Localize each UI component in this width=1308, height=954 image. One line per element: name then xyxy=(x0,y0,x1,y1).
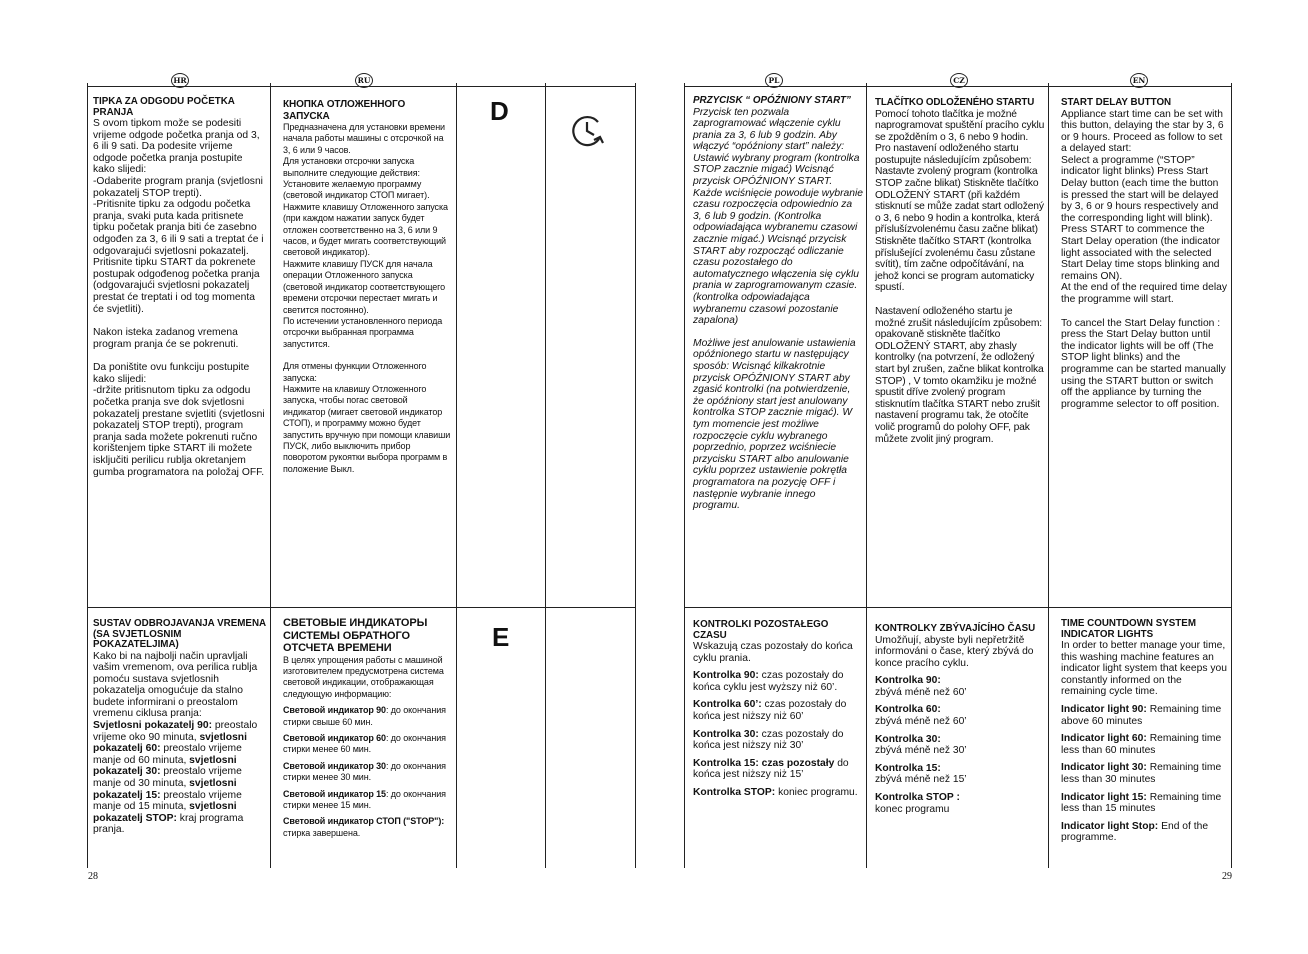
ru-i60 xyxy=(283,733,451,756)
cz-stop-text: konec programu xyxy=(875,803,950,815)
en-i60-label: Indicator light 60: xyxy=(1061,733,1147,745)
en-i90-label: Indicator light 90: xyxy=(1061,703,1147,715)
cz-delay-body2: Nastavení odloženého startu je možné zrušit následujícím způsobem: opakovaně stiskněte tlačítko ODLOŽENÝ START, aby zhasly kontrolky (na potvrzení, že odložený start byl zrušen, začne blikat kontrolka STOP) , V tomto okamžiku je možné spustit dříve zvolený program stisknutím tlačítka START nebo zrušit nastavení programu tak, že otočíte volič programů do polohy OFF, pak můžete zvolit jiný program. xyxy=(875,306,1044,445)
flag-hr: HR xyxy=(171,73,189,88)
hr-delay-body3: Da poništite ovu funkciju postupite kako slijedi: -držite pritisnutom tipku za odgodu početka pranja sve dok svjetlosni pokazatelj prestane svjetliti (svjetlosni pokazatelj STOP trepti), program pranja sada možete pokrenuti ručno korištenjem tipke START ili možete isključiti perilicu rublja okretanjem gumba programatora na položaj OFF. xyxy=(93,362,265,478)
en-i90 xyxy=(1061,704,1227,727)
pl-i60-label: Kontrolka 60’: xyxy=(693,699,762,711)
cz-stop xyxy=(875,792,1045,815)
hr-i15-text: preostalo vrijeme manje od 15 minuta, xyxy=(93,789,242,813)
ru-countdown-section xyxy=(283,617,451,845)
hr-delay-section xyxy=(93,97,267,484)
en-i15 xyxy=(1061,792,1227,815)
flag-pl: PL xyxy=(765,73,783,88)
pl-delay-body2: Możliwe jest anulowanie ustawienia opóźnionego startu w następujący sposób: Wcisnąć kilkakrotnie przycisk OPÓŹNIONY START aby zgasić kontrolki (na potwierdzenie, że opóźniony start jest anulowany kontrolka STOP zacznie migać). W tym momencie jest możliwe rozpoczęcie cyklu wybranego poprzednio, poprzez wciśniecie przycisku START albo anulowanie cyklu poprzez ustawienie pokrętła programatora na pozycję OFF i następnie wybranie innego programu. xyxy=(693,337,856,512)
flag-cz: CZ xyxy=(950,73,968,88)
cz-stop-label: Kontrolka STOP : xyxy=(875,792,960,804)
cz-i90-text: zbývá méně než 60’ xyxy=(875,686,967,698)
ru-delay-body1: Предназначена для установки времени начала работы машины с отсрочкой на 3, 6 или 9 часов. Для установки отсрочки запуска выполните следующие действия: Установите желаемую программу (световой индикатор СТОП мигает). Нажмите клавишу Отложенного запуска (при каждом нажатии запуск будет отложен соответственно на 3, 6 или 9 часов, и будет мигать соответствующий световой индикатор). Нажмите клавишу ПУСК для начала операции Отложенного запуска (световой индикатор соответствующего времени отсрочки перестает мигать и светится постоянно). По истечении установленного периода отсрочки выбранная программа запустится. xyxy=(283,122,448,349)
hr-countdown-body xyxy=(93,651,267,837)
en-delay-title: START DELAY BUTTON xyxy=(1061,97,1172,108)
clock-delay-icon xyxy=(568,110,608,150)
ru-i60-label: Световой индикатор 60 xyxy=(283,732,386,743)
column-rule xyxy=(456,83,457,868)
ru-stop-text: стирка завершена. xyxy=(283,827,361,838)
cz-countdown-title: KONTROLKY ZBÝVAJÍCÍHO ČASU xyxy=(875,623,1036,634)
page-number-left: 28 xyxy=(88,871,98,882)
en-i30-label: Indicator light 30: xyxy=(1061,762,1147,774)
hr-delay-title: TIPKA ZA ODGODU POČETKA PRANJA xyxy=(93,96,235,118)
hr-delay-body2: Nakon isteka zadanog vremena program pranja će se pokrenuti. xyxy=(93,327,239,350)
cz-i60 xyxy=(875,704,1045,727)
cz-delay-title: TLAČÍTKO ODLOŽENÉHO STARTU xyxy=(875,97,1035,108)
pl-countdown-section xyxy=(693,620,863,805)
cz-i15-text: zbývá méně než 15’ xyxy=(875,774,967,786)
column-rule xyxy=(635,83,636,868)
en-i90-text: Remaining time above 60 minutes xyxy=(1061,703,1222,727)
en-i60-text: Remaining time less than 60 minutes xyxy=(1061,733,1222,756)
ru-i90 xyxy=(283,705,451,728)
ru-i30-text: : до окончания стирки менее 30 мин. xyxy=(283,760,446,783)
pl-i30-text: czas pozostały do końca jest niższy niż 30’ xyxy=(693,728,844,752)
ru-stop-label: Световой индикатор СТОП ("STOP"): xyxy=(283,816,445,827)
pl-i30 xyxy=(693,729,863,752)
cz-i30-label: Kontrolka 30: xyxy=(875,733,941,745)
pl-i15-label: Kontrolka 15: czas pozostały xyxy=(693,757,835,769)
en-i15-text: Remaining time less than 15 minutes xyxy=(1061,791,1222,815)
pl-delay-body1: Przycisk ten pozwala zaprogramować włączenie cyklu prania za 3, 6 lub 9 godzin. Aby włączyć “opóźniony start” należy: Ustawić wybrany program (kontrolka STOP zacznie migać) Wcisnąć przycisk OPÓŹNIONY START. Każde wciśnięcie powoduje wybranie czasu rozpoczęcia odpowiednio za 3, 6 lub 9 godzin. (Kontrolka odpowiadająca wybranemu czasowi zacznie migać.) Wcisnąć przycisk START aby rozpocząć odliczanie czasu pozostałego do automatycznego włączenia się cyklu prania w zaprogramowanym czasie. (kontrolka odpowiadająca wybranemu czasowi pozostanie zapalona) xyxy=(693,106,863,327)
cz-i90 xyxy=(875,675,1045,698)
pl-i30-label: Kontrolka 30: xyxy=(693,728,759,740)
column-rule xyxy=(1231,83,1232,868)
en-i30 xyxy=(1061,762,1227,785)
cz-delay-body1: Pomocí tohoto tlačítka je možné naprogramovat spuštění pracího cyklu se zpožděním o 3, 6 nebo 9 hodin. Pro nastavení odloženého startu postupujte následujícím způsobem: Nastavte zvolený program (kontrolka STOP začne blikat) Stiskněte tlačítko ODLOŽENÝ START (při každém stisknutí se může zadat start odložený o 3, 6 nebo 9 hodin a kontrolka, která příslušízvolenému času začne blikat) Stiskněte tlačítko START (kontrolka příslušející zvolenému času zůstane svítit), tím začne odpočítávání, na jehož konci se program automaticky spustí. xyxy=(875,108,1045,294)
flag-ru: RU xyxy=(355,73,373,88)
en-stop-label: Indicator light Stop: xyxy=(1061,820,1159,832)
en-countdown-section xyxy=(1061,619,1227,850)
hr-i15-label: svjetlosni pokazatelj 15: xyxy=(93,778,237,801)
cz-i30-text: zbývá méně než 30’ xyxy=(875,745,967,757)
hr-stop-label: svjetlosni pokazatelj STOP: xyxy=(93,801,237,824)
hr-i90-text: preostalo vrijeme oko 90 minuta, xyxy=(93,720,258,743)
ru-delay-body2: Для отмены функции Отложенного запуска: Нажмите на клавишу Отложенного запуска, чтобы погас световой индикатор (мигает световой индикатор СТОП), и программу можно будет запустить вручную при помощи клавиши ПУСК, либо выключить прибор поворотом рукоятки выбора программ в положение Выкл. xyxy=(283,361,451,474)
ru-delay-section xyxy=(283,99,451,481)
hr-i60-label: svjetlosni pokazatelj 60: xyxy=(93,731,247,755)
en-stop-text: End of the programme. xyxy=(1061,820,1209,844)
hr-countdown-title: SUSTAV ODBROJAVANJA VREMENA (SA SVJETLOSNIM POKAZATELJIMA) xyxy=(93,618,266,650)
en-stop xyxy=(1061,821,1227,844)
cz-delay-section xyxy=(875,98,1045,451)
ru-i30 xyxy=(283,761,451,784)
hr-countdown-section xyxy=(93,619,267,842)
column-rule xyxy=(87,83,88,868)
hr-countdown-intro: Kako bi na najbolji način upravljali vašim vremenom, ova perilica rublja pomoću sustava svjetlosnih pokazatelja omogućuje da stalno budete informirani o preostalom vremenu ciklusa pranja: xyxy=(93,650,258,720)
flag-en: EN xyxy=(1130,73,1148,88)
pl-i15-text: do końca jest niższy niż 15’ xyxy=(693,757,849,781)
pl-stop xyxy=(693,787,863,799)
hr-delay-body1: S ovom tipkom može se podesiti vrijeme odgode početka pranja od 3, 6 ili 9 sati. Da podesite vrijeme odgode početka pranja postupite kako slijedi: -Odaberite program pranja (svjetlosni pokazatelj STOP trepti). -Pritisnite tipku za odgodu početka pranja, svaki puta kada pritisnete tipku početak pranja biti će zasebno odgođen za 3, 6 ili 9 sati a treptat će i odgovarajući svjetlosni pokazatelj. Pritisnite tipku START da pokrenete postupak odgođenog početka pranja (odgovarajući svjetlosni pokazatelj prestat će treptati i od tog momenta će svjetliti). xyxy=(93,118,264,315)
pl-i60 xyxy=(693,699,863,722)
cz-i15-label: Kontrolka 15: xyxy=(875,762,941,774)
hr-i60-text: preostalo vrijeme manje od 60 minuta, xyxy=(93,743,242,766)
column-rule xyxy=(1048,83,1049,868)
pl-countdown-intro: Wskazują czas pozostały do końca cyklu prania. xyxy=(693,641,853,664)
ru-i15-label: Световой индикатор 15 xyxy=(283,788,386,799)
en-countdown-intro: In order to better manage your time, this washing machine features an indicator light system that keeps you constantly informed on the remaining cycle time. xyxy=(1061,640,1227,698)
section-rule xyxy=(684,607,1232,608)
en-i30-text: Remaining time less than 30 minutes xyxy=(1061,762,1222,785)
en-i15-label: Indicator light 15: xyxy=(1061,791,1147,803)
en-countdown-title: TIME COUNTDOWN SYSTEM INDICATOR LIGHTS xyxy=(1061,618,1196,640)
hr-stop-text: kraj programa pranja. xyxy=(93,812,244,836)
ru-delay-title: КНОПКА ОТЛОЖЕННОГО ЗАПУСКА xyxy=(283,99,406,122)
en-i60 xyxy=(1061,733,1227,756)
section-rule xyxy=(87,607,636,608)
column-rule xyxy=(866,83,867,868)
cz-i60-label: Kontrolka 60: xyxy=(875,704,941,716)
en-delay-body2: To cancel the Start Delay function : press the Start Delay button until the indicator lights will be off (The STOP light blinks) and the programme can be started manually using the START button or switch off the appliance by turning the programme selector to off position. xyxy=(1061,317,1226,410)
pl-stop-text: koniec programu. xyxy=(775,786,858,798)
pl-i90 xyxy=(693,670,863,693)
hr-i30-text: preostalo vrijeme manje od 30 minuta, xyxy=(93,766,242,790)
ru-i30-label: Световой индикатор 30 xyxy=(283,760,386,771)
ru-i60-text: : до окончания стирки менее 60 мин. xyxy=(283,732,446,755)
pl-i60-text: czas pozostały do końca jest niższy niż 60’ xyxy=(693,699,847,722)
ru-i90-label: Световой индикатор 90 xyxy=(283,705,386,716)
ru-i15 xyxy=(283,789,451,812)
ru-i90-text: : до окончания стирки свыше 60 мин. xyxy=(283,705,446,727)
pl-i90-label: Kontrolka 90: xyxy=(693,670,759,682)
pl-i15 xyxy=(693,758,863,781)
cz-i90-label: Kontrolka 90: xyxy=(875,675,941,687)
column-rule xyxy=(545,83,546,868)
ru-stop xyxy=(283,816,451,839)
cz-countdown-intro: Umožňují, abyste byli nepřetržitě informováni o čase, který zbývá do konce pracího cyklu. xyxy=(875,634,1034,669)
section-letter-e: E xyxy=(492,622,510,652)
column-rule xyxy=(270,83,271,868)
pl-i90-text: czas pozostały do końca cyklu jest wyższy niż 60’. xyxy=(693,670,844,693)
pl-delay-section xyxy=(693,96,863,518)
section-letter-d: D xyxy=(490,96,509,126)
cz-i15 xyxy=(875,763,1045,786)
en-delay-section xyxy=(1061,98,1227,416)
cz-i60-text: zbývá méně než 60’ xyxy=(875,716,967,728)
ru-countdown-title: СВЕТОВЫЕ ИНДИКАТОРЫ СИСТЕМЫ ОБРАТНОГО ОТСЧЕТА ВРЕМЕНИ xyxy=(283,617,428,654)
pl-countdown-title: KONTROLKI POZOSTAŁEGO CZASU xyxy=(693,619,829,641)
column-rule xyxy=(684,83,685,868)
page-number-right: 29 xyxy=(1222,871,1232,882)
hr-i90-label: Svjetlosni pokazatelj 90: xyxy=(93,720,213,732)
en-delay-body1: Appliance start time can be set with this button, delaying the star by 3, 6 or 9 hours. Proceed as follow to set a delayed start: Select a programme (“STOP” indicator light blinks) Press Start Delay button (each time the button is pressed the start will be delayed by 3, 6 or 9 hours respectively and the corresponding light will blink). Press START to commence the Start Delay operation (the indicator light associated with the selected Start Delay time stops blinking and remains ON). At the end of the required time delay the programme will start. xyxy=(1061,108,1227,305)
hr-i30-label: svjetlosni pokazatelj 30: xyxy=(93,754,237,778)
ru-countdown-intro: В целях упрощения работы с машиной изготовителем предусмотрена система световой индикации, отображающая следующую информацию: xyxy=(283,654,444,699)
ru-i15-text: : до окончания стирки менее 15 мин. xyxy=(283,788,446,810)
pl-stop-label: Kontrolka STOP: xyxy=(693,786,776,798)
cz-countdown-section xyxy=(875,624,1045,821)
pl-delay-title: PRZYCISK “ OPÓŹNIONY START” xyxy=(693,95,851,106)
cz-i30 xyxy=(875,734,1045,757)
